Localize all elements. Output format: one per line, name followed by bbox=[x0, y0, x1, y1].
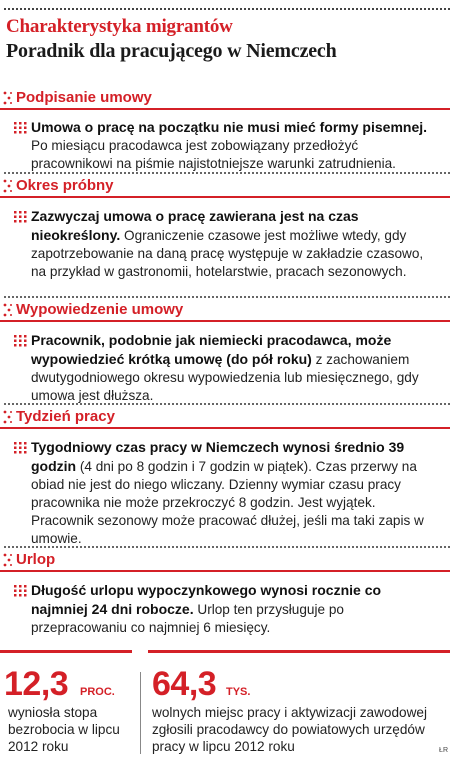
stat-value: 64,3 bbox=[152, 665, 217, 703]
stat-value: 12,3 bbox=[4, 665, 69, 703]
credit: ŁR bbox=[439, 747, 448, 754]
top-dotted-rule bbox=[4, 8, 450, 10]
grid-bullet-icon bbox=[14, 122, 27, 134]
section-heading: Urlop bbox=[16, 551, 56, 568]
stat-description: wyniosła stopa bezrobocia w lipcu 2012 roku bbox=[8, 705, 120, 754]
stat-rule bbox=[0, 650, 132, 653]
section-item bbox=[0, 581, 450, 635]
section-item bbox=[0, 331, 450, 403]
section-text: Zazwyczaj umowa o pracę zawierana jest na czas nieokreślony. Ograniczenie czasowe jest możliwe wtedy, gdy zapotrzebowanie na daną pracę występuje w zakładzie czasowo, na przykład w gastronomii, hotelarstwie, pracach sezonowych. bbox=[31, 208, 424, 279]
stat-unit: PROC. bbox=[80, 686, 115, 698]
stat-unit: TYS. bbox=[226, 686, 251, 698]
grid-bullet-icon bbox=[14, 335, 27, 347]
section-header-wypowiedzenie bbox=[0, 300, 450, 322]
section-text: Pracownik, podobnie jak niemiecki pracodawca, może wypowiedzieć krótką umowę (do pół roku) z zachowaniem dwutygodniowego okresu wypowiedzenia lub miesięcznego, gdy umowa jest dłuższa. bbox=[31, 332, 419, 403]
section-heading: Podpisanie umowy bbox=[16, 89, 152, 106]
grid-bullet-icon bbox=[14, 585, 27, 597]
section-text: Tygodniowy czas pracy w Niemczech wynosi średnio 39 godzin (4 dni po 8 godzin i 7 godzin w piątek). Czas przerwy na obiad nie jest do niego wliczany. Dzienny wymiar czasu pracy pracownika nie może przekroczyć 8 godzin. Jest wyjątek. Pracownik sezonowy może pracować dłużej, jeśli ma taki zapis w umowie. bbox=[31, 439, 424, 546]
section-divider bbox=[4, 546, 450, 548]
section-header-urlop bbox=[0, 550, 450, 572]
section-header-tydzien bbox=[0, 407, 450, 429]
section-text: Umowa o pracę na początku nie musi mieć formy pisemnej. Po miesiącu pracodawca jest zobowiązany przedłożyć pracownikowi na piśmie najistotniejsze warunki zatrudnienia. bbox=[31, 119, 428, 171]
section-header-okres bbox=[0, 176, 450, 198]
section-heading: Wypowiedzenie umowy bbox=[16, 301, 184, 318]
section-text: Długość urlopu wypoczynkowego wynosi rocznie co najmniej 24 dni robocze. Urlop ten przysługuje po przepracowaniu co najmniej 6 miesięcy. bbox=[31, 582, 382, 635]
section-header-podpisanie bbox=[0, 88, 450, 110]
page-subtitle: Poradnik dla pracującego w Niemczech bbox=[6, 40, 337, 62]
section-divider bbox=[4, 296, 450, 298]
page-title: Charakterystyka migrantów bbox=[6, 16, 233, 37]
section-item bbox=[0, 438, 450, 544]
section-heading: Okres próbny bbox=[16, 177, 114, 194]
section-item bbox=[0, 207, 450, 295]
stat-rule bbox=[148, 650, 450, 653]
section-divider bbox=[4, 403, 450, 405]
stat-description: wolnych miejsc pracy i aktywizacji zawodowej zgłosili pracodawcy do powiatowych urzędów pracy w lipcu 2012 roku bbox=[152, 705, 427, 754]
stat-divider bbox=[140, 672, 141, 754]
grid-bullet-icon bbox=[14, 211, 27, 223]
grid-bullet-icon bbox=[14, 442, 27, 454]
section-heading: Tydzień pracy bbox=[16, 408, 115, 425]
section-item bbox=[0, 118, 450, 170]
section-divider bbox=[4, 172, 450, 174]
